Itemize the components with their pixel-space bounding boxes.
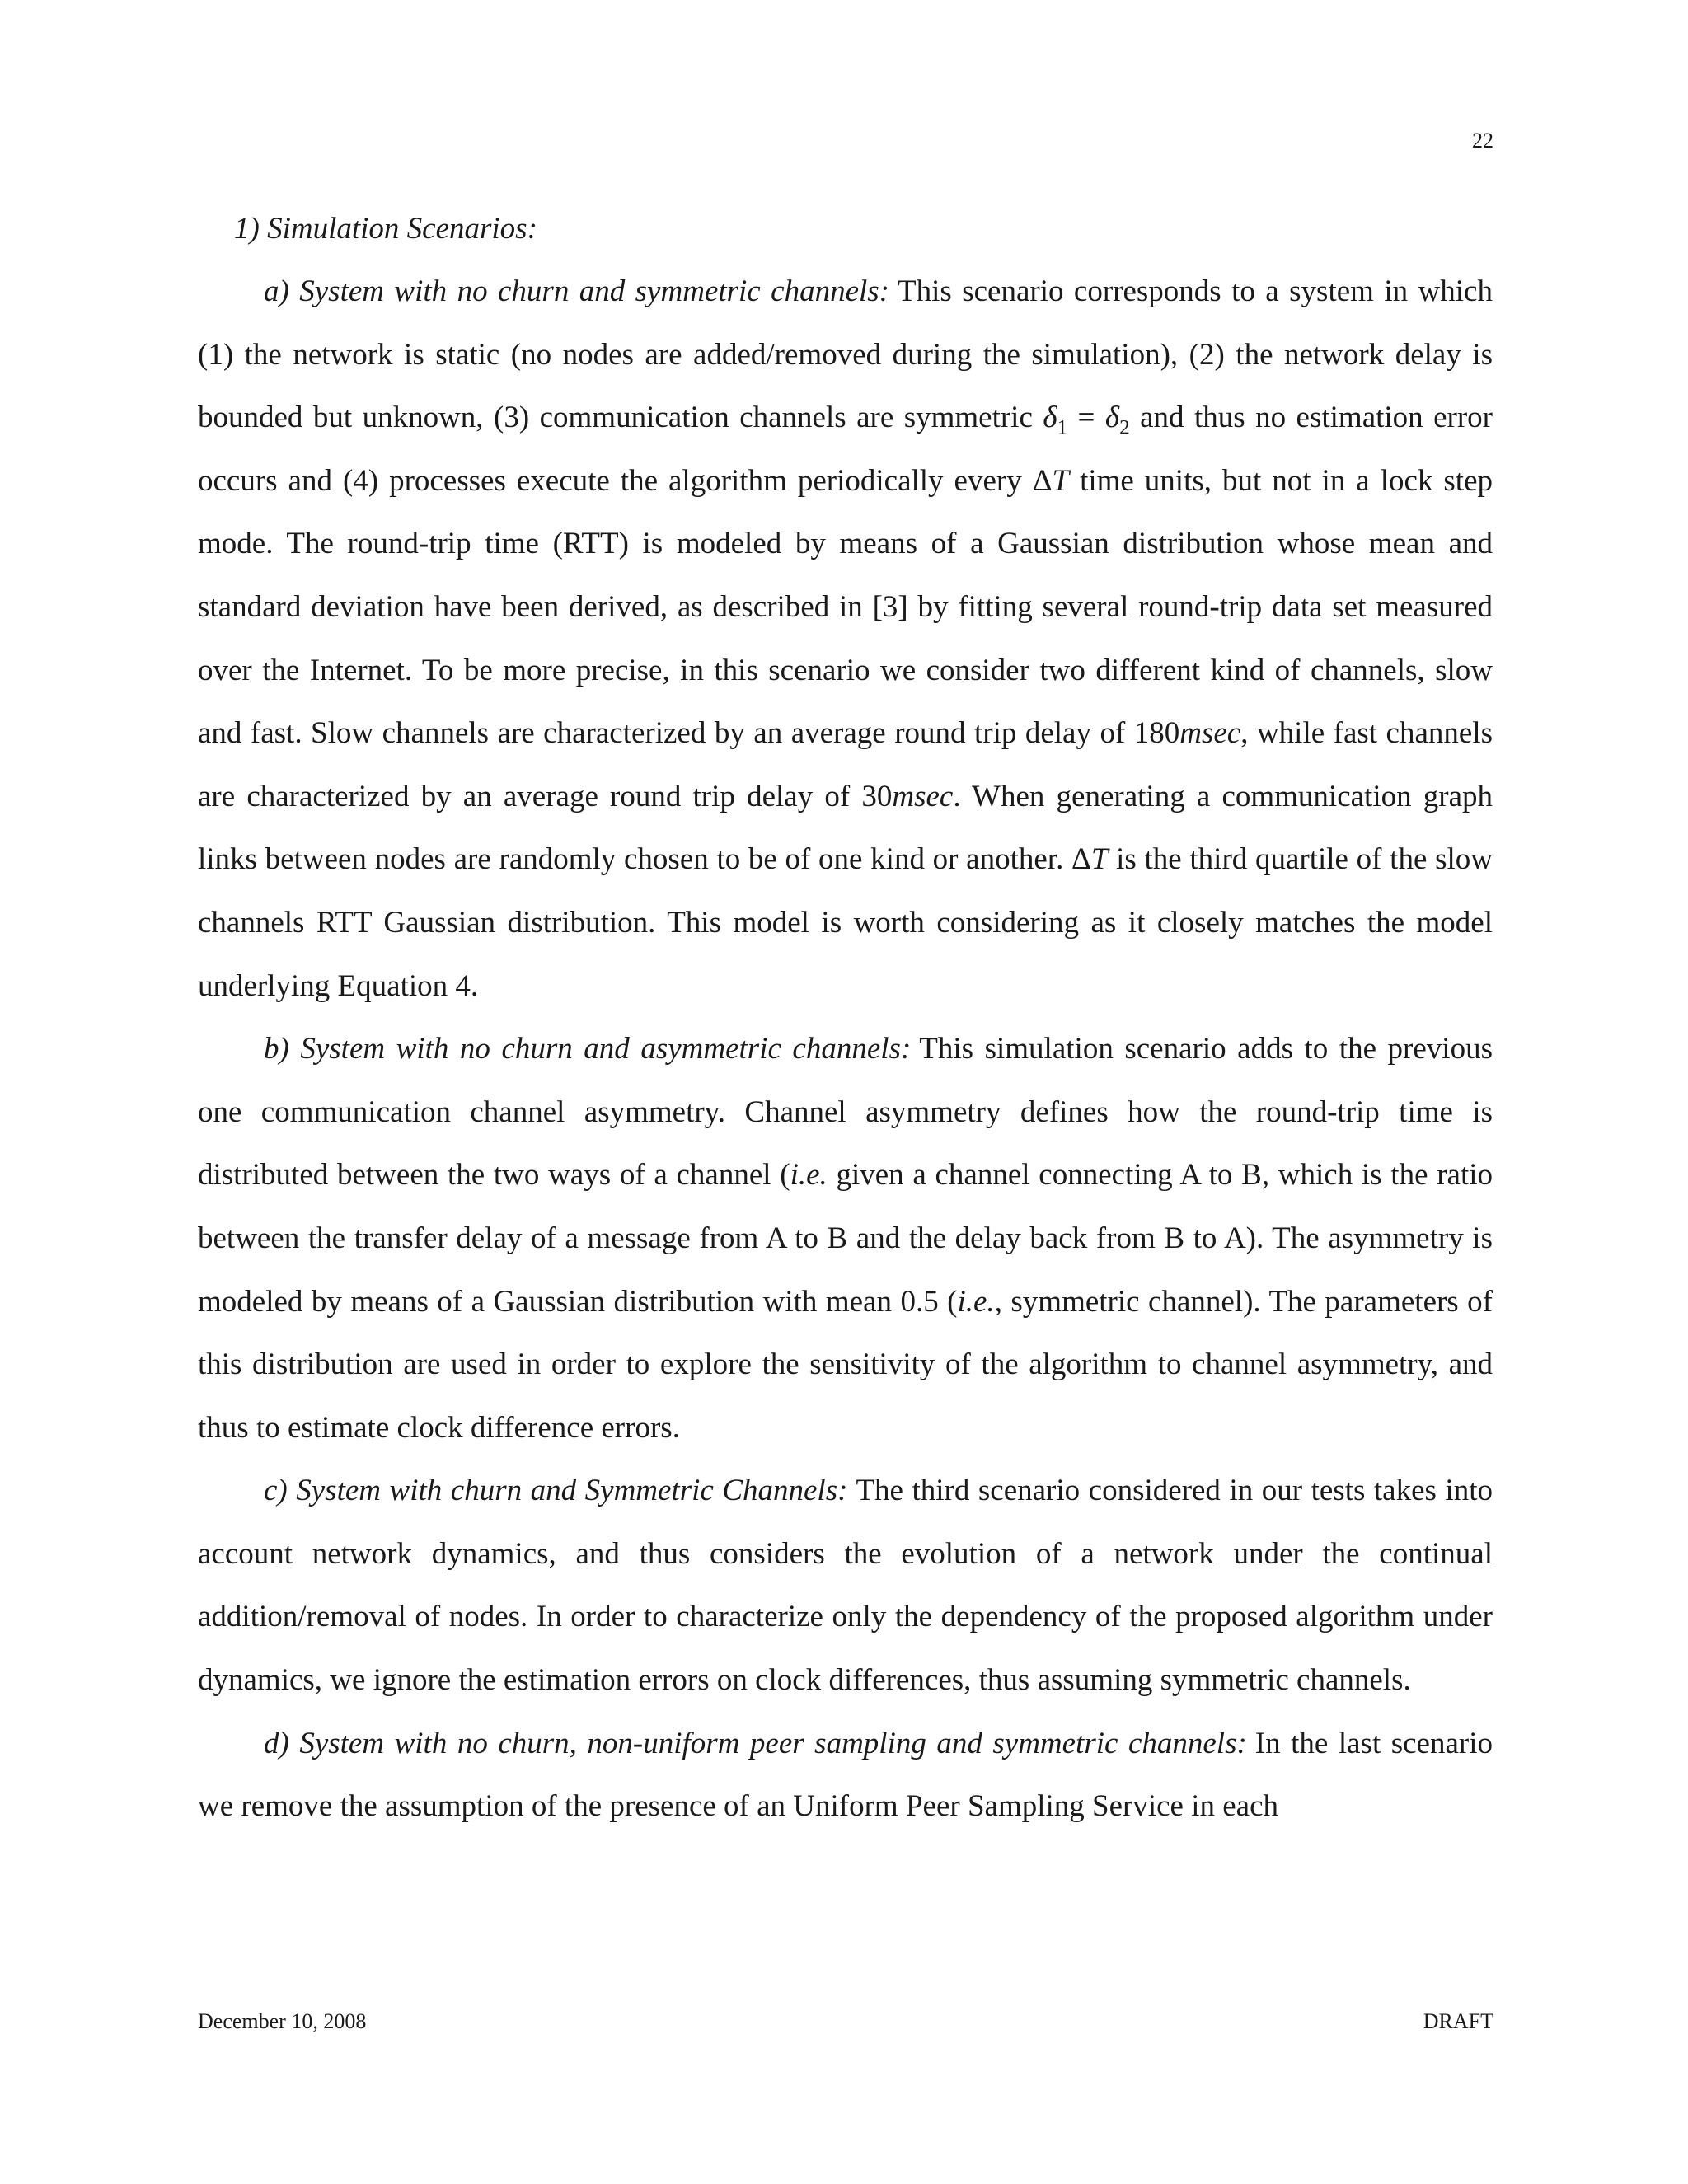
paragraph-scenario-a xyxy=(198,260,1493,1018)
math-number: 180 xyxy=(1133,716,1180,751)
paragraph-scenario-d xyxy=(198,1713,1493,1839)
math-unit: msec xyxy=(1179,716,1241,751)
math-number: 30 xyxy=(861,779,893,813)
abbreviation-ie: i.e. xyxy=(957,1284,995,1319)
paragraph-text: ( xyxy=(938,1284,958,1319)
paragraph-text: The third scenario considered in our tests takes into account network dynamics, and thus considers the evolution of a network under the continual addition/removal of nodes. In order to characterize only the dependency of the proposed algorithm under dynamics, we ignore the estimation errors on clock differences, thus assuming symmetric channels. xyxy=(198,1474,1493,1698)
paragraph-text: This simulation scenario adds to the previous one communication channel asymmetry. Channel asymmetry defines how the round-trip time is distributed between the two ways of a channel ( xyxy=(198,1032,1493,1193)
paragraph-text: is the third quartile of the slow channels RTT Gaussian distribution. This model is worth considering as it closely matches the model underlying Equation 4. xyxy=(198,842,1493,1003)
paragraph-text: , while fast channels are characterized by an average round trip delay of xyxy=(198,716,1493,813)
math-subscript: 2 xyxy=(1119,416,1130,439)
math-equals: = xyxy=(1067,401,1105,435)
math-variable: T xyxy=(1090,842,1109,877)
section-heading: 1) Simulation Scenarios: xyxy=(234,212,537,246)
math-subscript: 1 xyxy=(1057,416,1068,439)
math-unit: msec xyxy=(892,779,954,813)
math-variable: T xyxy=(1052,463,1070,498)
math-delta: δ xyxy=(1043,401,1057,435)
paragraph-title: b) System with no churn and asymmetric channels: xyxy=(264,1032,912,1066)
paragraph-text: time units, but not in a lock step mode. The round-trip time (RTT) is modeled by means of a Gaussian distribution whose mean and standard deviation have been derived, as described in [3] by fitting several round-trip data set measured over the Internet. To be more precise, in this scenario we consider two different kind of channels, slow and fast. Slow channels are characterized by an average round trip delay of xyxy=(198,463,1493,751)
footer-date: December 10, 2008 xyxy=(198,2009,367,2033)
page-number: 22 xyxy=(1472,129,1493,152)
paragraph-text: given a channel connecting A to B, which is the ratio between the transfer delay of a message from A to B and the delay back from B to A). The asymmetry is modeled by means of a Gaussian distribution with mean xyxy=(198,1158,1493,1319)
paragraph-text: This scenario corresponds to a system in which (1) the network is static (no nodes are added/removed during the simulation), (2) the network delay is bounded but unknown, (3) communication channels are symmetric xyxy=(198,274,1493,435)
paragraph-text: and thus no estimation error occurs and (4) processes execute the algorithm periodically every xyxy=(198,401,1493,498)
paragraph-title: a) System with no churn and symmetric channels: xyxy=(264,274,889,308)
paragraph-title: c) System with churn and Symmetric Channels: xyxy=(264,1474,848,1508)
paragraph-scenario-c xyxy=(198,1460,1493,1712)
math-delta: Δ xyxy=(1071,842,1091,877)
footer-draft-label: DRAFT xyxy=(1423,2009,1493,2033)
paragraph-scenario-b xyxy=(198,1018,1493,1460)
math-number: 0.5 xyxy=(900,1284,939,1319)
paragraph-text: In the last scenario we remove the assumption of the presence of an Uniform Peer Sampling Service in each xyxy=(198,1726,1493,1824)
math-delta: δ xyxy=(1104,401,1120,435)
paragraph-title: d) System with no churn, non-uniform peer sampling and symmetric channels: xyxy=(264,1726,1247,1760)
abbreviation-ie: i.e. xyxy=(790,1158,828,1193)
paragraph-text: . When generating a communication graph links between nodes are randomly chosen to be of one kind or another. xyxy=(198,779,1493,877)
math-delta: Δ xyxy=(1032,463,1053,498)
page-body xyxy=(198,198,1493,1839)
paragraph-text: , symmetric channel). The parameters of this distribution are used in order to explore the sensitivity of the algorithm to channel asymmetry, and thus to estimate clock difference errors. xyxy=(198,1284,1493,1445)
